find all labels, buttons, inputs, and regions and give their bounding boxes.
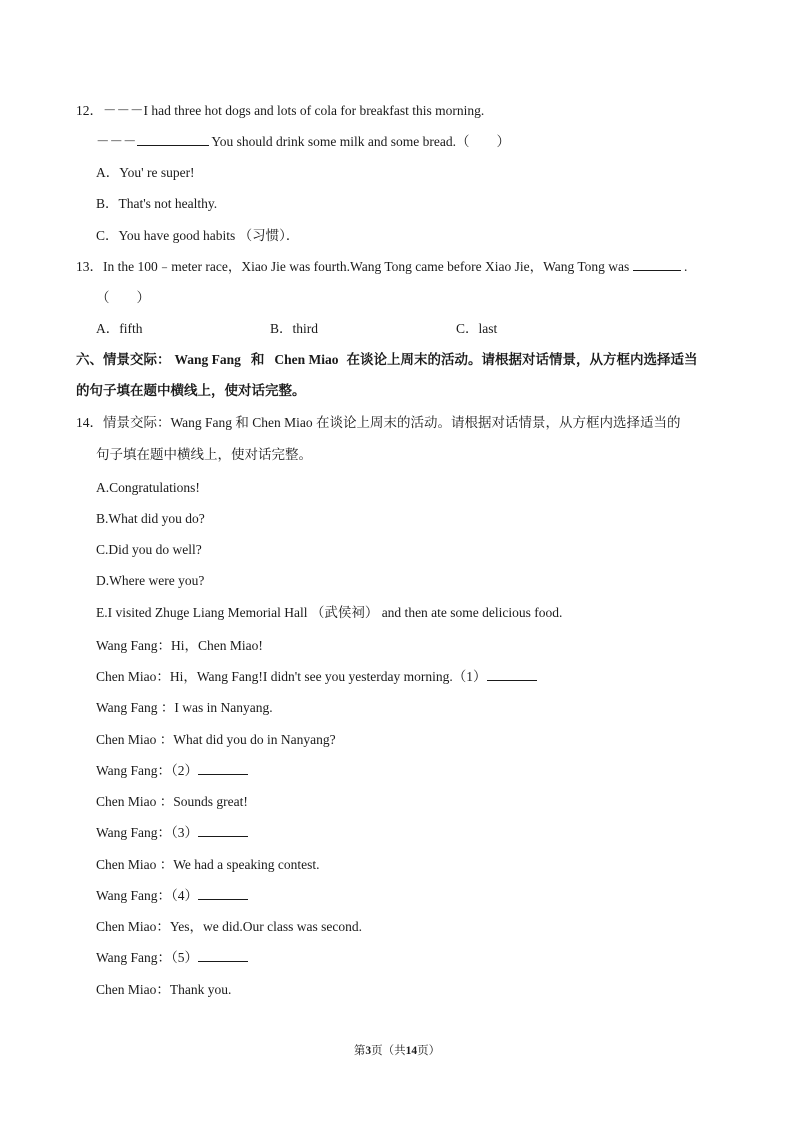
dialogue-line	[96, 949, 248, 967]
dialogue-text: Wang Fang：（3）	[96, 825, 199, 840]
section6-name2: Chen Miao	[274, 352, 339, 367]
section6-and: 和	[250, 352, 265, 367]
q12-response-suffix: You should drink some milk and some bread.（ ）	[208, 134, 510, 149]
q13-option-c: C．last	[456, 321, 498, 336]
answer-blank-4[interactable]	[198, 887, 248, 900]
answer-blank-2[interactable]	[198, 762, 248, 775]
dialogue-text: Wang Fang：（5）	[96, 950, 199, 965]
dialogue-line: Chen Miao ：What did you do in Nanyang?	[96, 732, 336, 747]
section6-heading	[76, 351, 698, 369]
page-total: 14	[405, 1045, 418, 1057]
q14-choice-c: C.Did you do well?	[96, 542, 202, 557]
dialogue-text: Wang Fang：（4）	[96, 888, 199, 903]
dialogue-line	[96, 668, 537, 686]
q13-stem-text: 13．In the 100﹣meter race，Xiao Jie was fourth.Wang Tong came before Xiao Jie，Wang Tong was	[76, 259, 633, 274]
q13-option-a: A．fifth	[96, 321, 143, 336]
section6-heading-cont: 的句子填在题中横线上，使对话完整。	[76, 383, 306, 398]
q14-choice-d: D.Where were you?	[96, 573, 205, 588]
q13-option-b: B．third	[270, 321, 319, 336]
q12-stem: 12．－－－I had three hot dogs and lots of cola for breakfast this morning.	[76, 103, 485, 118]
q13-paren: （ ）	[96, 290, 150, 305]
dialogue-line: Chen Miao：Thank you.	[96, 982, 232, 997]
q13-stem-end: .	[680, 259, 688, 274]
section6-instructions: 在谈论上周末的活动。请根据对话情景，从方框内选择适当	[346, 352, 698, 367]
q14-intro-cont: 句子填在题中横线上，使对话完整。	[96, 447, 312, 462]
q14-choice-b: B.What did you do?	[96, 511, 205, 526]
dialogue-line: Wang Fang：Hi，Chen Miao!	[96, 638, 263, 653]
q14-intro: 14．情景交际：Wang Fang 和 Chen Miao 在谈论上周末的活动。请根据对话情景，从方框内选择适当的	[76, 415, 681, 430]
page-number: 3	[365, 1045, 372, 1057]
section6-name1: Wang Fang	[174, 352, 241, 367]
dialogue-line	[96, 762, 248, 780]
dialogue-text: Chen Miao：Hi，Wang Fang!I didn't see you yesterday morning.（1）	[96, 669, 487, 684]
dialogue-text: Wang Fang：（2）	[96, 763, 199, 778]
q12-option-a: A．You' re super!	[96, 165, 195, 180]
footer-mid: 页（共	[371, 1045, 406, 1057]
dialogue-line: Chen Miao ：We had a speaking contest.	[96, 857, 320, 872]
q14-choice-e: E.I visited Zhuge Liang Memorial Hall （武侯祠） and then ate some delicious food.	[96, 605, 563, 620]
dialogue-line: Wang Fang ：I was in Nanyang.	[96, 700, 273, 715]
q14-choice-a: A.Congratulations!	[96, 480, 200, 495]
section6-label: 六、情景交际：	[76, 352, 171, 367]
dialogue-line: Chen Miao ：Sounds great!	[96, 794, 248, 809]
q12-option-b: B．That's not healthy.	[96, 196, 218, 211]
q12-answer-blank[interactable]	[137, 133, 209, 146]
page-footer	[0, 1043, 794, 1059]
answer-blank-5[interactable]	[198, 949, 248, 962]
q12-option-c: C．You have good habits （习惯）．	[96, 228, 300, 243]
dialogue-line	[96, 824, 248, 842]
answer-blank-1[interactable]	[487, 668, 537, 681]
footer-pre: 第	[353, 1045, 366, 1057]
dialogue-line: Chen Miao：Yes，we did.Our class was second.	[96, 919, 362, 934]
footer-post: 页）	[417, 1045, 441, 1057]
q12-response-prefix: －－－	[96, 134, 137, 149]
answer-blank-3[interactable]	[198, 824, 248, 837]
q13-answer-blank[interactable]	[633, 258, 681, 271]
q13-stem	[76, 258, 687, 276]
dialogue-line	[96, 887, 248, 905]
q12-response	[96, 133, 510, 151]
